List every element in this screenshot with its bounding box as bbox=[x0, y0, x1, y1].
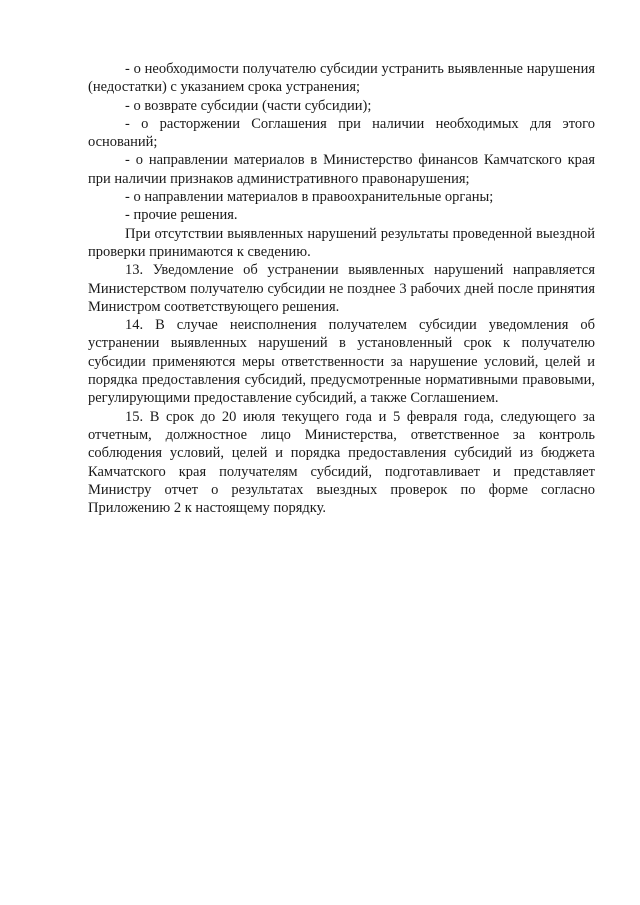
paragraph-law-enforcement: - о направлении материалов в правоохранительные органы; bbox=[125, 189, 494, 206]
paragraph-violations-remedy: - о необходимости получателю субсидии устранить выявленные нарушения (недостатки) с указанием срока устранения; bbox=[88, 61, 595, 96]
paragraph-item-13: 13. Уведомление об устранении выявленных нарушений направляется Министерством получателю субсидии не позднее 3 рабочих дней после принятия Министром соответствующего решения. bbox=[88, 262, 595, 315]
paragraph-no-violations: При отсутствии выявленных нарушений результаты проведенной выездной проверки принимаются к сведению. bbox=[88, 225, 595, 260]
paragraph-other-decisions: - прочие решения. bbox=[125, 207, 238, 224]
paragraph-agreement-termination: - о расторжении Соглашения при наличии необходимых для этого оснований; bbox=[88, 115, 595, 151]
document-body bbox=[88, 60, 595, 517]
paragraph-item-15: 15. В срок до 20 июля текущего года и 5 февраля года, следующего за отчетным, должностное лицо Министерства, ответственное за контроль соблюдения условий, целей и порядка предоставления субсидий из бюджета Камчатского края получателям субсидий, подготавливает и представляет Министру отчет о результатах выездных проверок по форме согласно Приложению 2 к настоящему порядку. bbox=[88, 408, 595, 517]
paragraph-subsidy-return: - о возврате субсидии (части субсидии); bbox=[125, 97, 372, 114]
paragraph-ministry-of-finance: - о направлении материалов в Министерство финансов Камчатского края при наличии признаков административного правонарушения; bbox=[88, 152, 595, 187]
paragraph-item-14: 14. В случае неисполнения получателем субсидии уведомления об устранении выявленных нарушений в установленный срок к получателю субсидии применяются меры ответственности за нарушение условий, целей и порядка предоставления субсидий, предусмотренные нормативными правовыми, регулирующими предоставление субсидий, а также Соглашением. bbox=[88, 317, 595, 407]
